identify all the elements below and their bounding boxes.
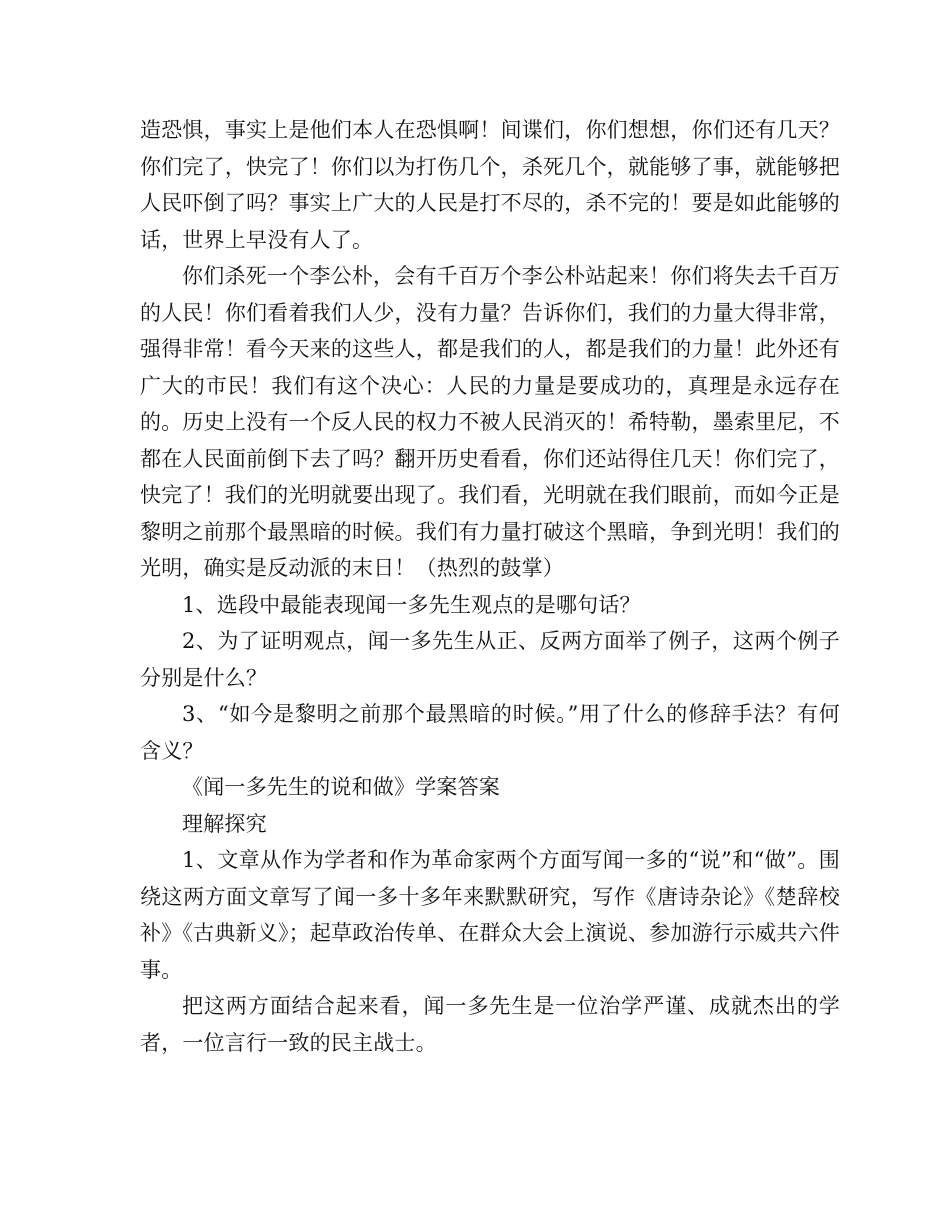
answer-summary: 把这两方面结合起来看，闻一多先生是一位治学严谨、成就杰出的学者，一位言行一致的民主战士。	[140, 994, 840, 1055]
paragraph-speech-main: 你们杀死一个李公朴，会有千百万个李公朴站起来！你们将失去千百万的人民！你们看着我们人少，没有力量？告诉你们，我们的力量大得非常，强得非常！看今天来的这些人，都是我们的人，都是我们的力量！此外还有广大的市民！我们有这个决心：人民的力量是要成功的，真理是永远存在的。历史上没有一个反人民的权力不被人民消灭的！希特勒，墨索里尼，不都在人民面前倒下去了吗？翻开历史看看，你们还站得住几天！你们完了，快完了！我们的光明就要出现了。我们看，光明就在我们眼前，而如今正是黎明之前那个最黑暗的时候。我们有力量打破这个黑暗，争到光明！我们的光明，确实是反动派的末日！（热烈的鼓掌）	[140, 264, 840, 580]
question-2: 2、为了证明观点，闻一多先生从正、反两方面举了例子，这两个例子分别是什么？	[140, 629, 840, 690]
answer-section-title: 《闻一多先生的说和做》学案答案	[182, 775, 500, 799]
question-3: 3、“如今是黎明之前那个最黑暗的时候。”用了什么的修辞手法？有何含义？	[140, 702, 840, 763]
question-1: 1、选段中最能表现闻一多先生观点的是哪句话？	[182, 592, 641, 617]
document-page	[140, 112, 840, 1061]
answer-subsection-heading: 理解探究	[182, 811, 267, 836]
paragraph-speech-continuation: 造恐惧，事实上是他们本人在恐惧啊！间谍们，你们想想，你们还有几天？你们完了，快完了！你们以为打伤几个，杀死几个，就能够了事，就能够把人民吓倒了吗？事实上广大的人民是打不尽的，杀不完的！要是如此能够的话，世界上早没有人了。	[140, 118, 840, 252]
answer-1: 1、文章从作为学者和作为革命家两个方面写闻一多的“说”和“做”。围绕这两方面文章写了闻一多十多年来默默研究，写作《唐诗杂论》《楚辞校补》《古典新义》；起草政治传单、在群众大会上演说、参加游行示威共六件事。	[140, 848, 840, 982]
